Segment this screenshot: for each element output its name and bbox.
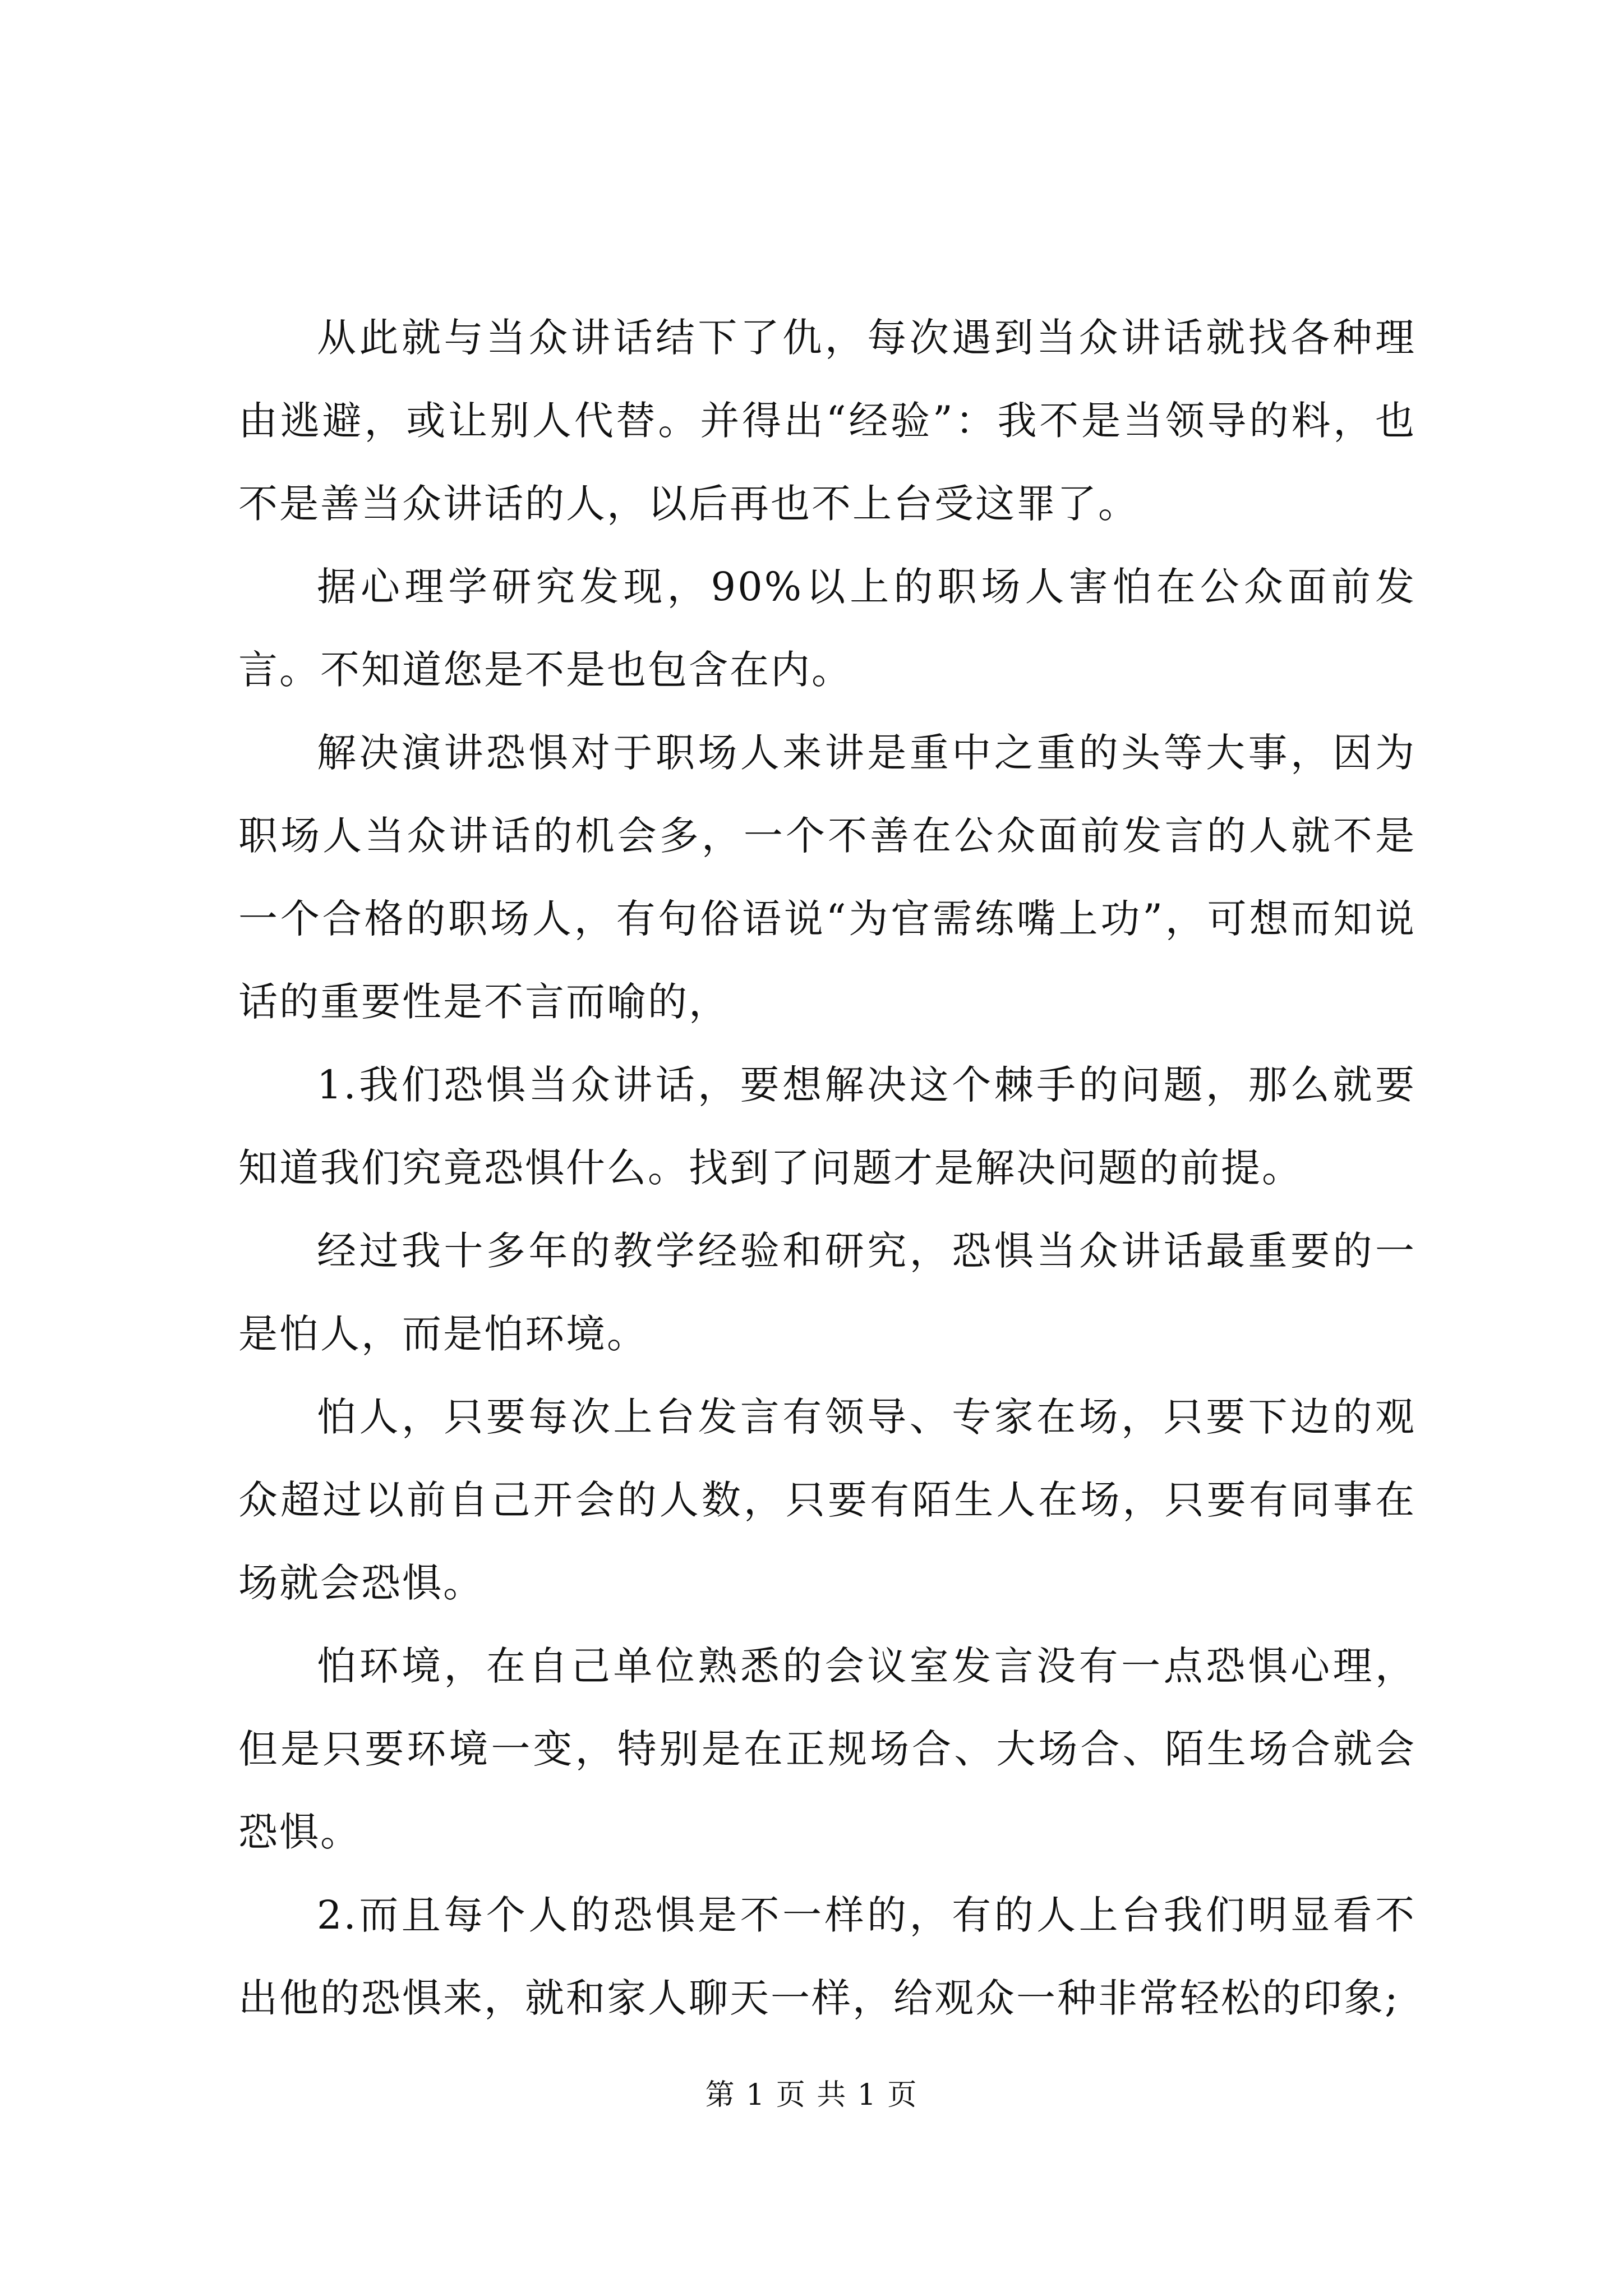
- document-body: [238, 296, 1416, 2040]
- paragraph-4: 1.我们恐惧当众讲话，要想解决这个棘手的问题，那么就要知道我们究竟恐惧什么。找到了问题才是解决问题的前提。: [238, 1062, 1416, 1191]
- paragraph-3: 解决演讲恐惧对于职场人来讲是重中之重的头等大事，因为职场人当众讲话的机会多，一个不善在公众面前发言的人就不是一个合格的职场人，有句俗语说“为官需练嘴上功”，可想而知说话的重要性是不言而喻的，: [238, 730, 1416, 1025]
- paragraph-6: 怕人，只要每次上台发言有领导、专家在场，只要下边的观众超过以前自己开会的人数，只要有陌生人在场，只要有同事在场就会恐惧。: [238, 1394, 1416, 1606]
- paragraph-8: 2.而且每个人的恐惧是不一样的，有的人上台我们明显看不出他的恐惧来，就和家人聊天一样，给观众一种非常轻松的印象;: [238, 1892, 1416, 2021]
- paragraph-2: 据心理学研究发现，90%以上的职场人害怕在公众面前发言。不知道您是不是也包含在内。: [238, 564, 1416, 693]
- paragraph-1: 从此就与当众讲话结下了仇，每次遇到当众讲话就找各种理由逃避，或让别人代替。并得出“经验”：我不是当领导的料，也不是善当众讲话的人，以后再也不上台受这罪了。: [238, 315, 1416, 527]
- page-footer: 第 1 页 共 1 页: [705, 2078, 918, 2112]
- paragraph-5: 经过我十多年的教学经验和研究，恐惧当众讲话最重要的一是怕人，而是怕环境。: [238, 1228, 1416, 1357]
- paragraph-7: 怕环境，在自己单位熟悉的会议室发言没有一点恐惧心理，但是只要环境一变，特别是在正规场合、大场合、陌生场合就会恐惧。: [238, 1643, 1416, 1855]
